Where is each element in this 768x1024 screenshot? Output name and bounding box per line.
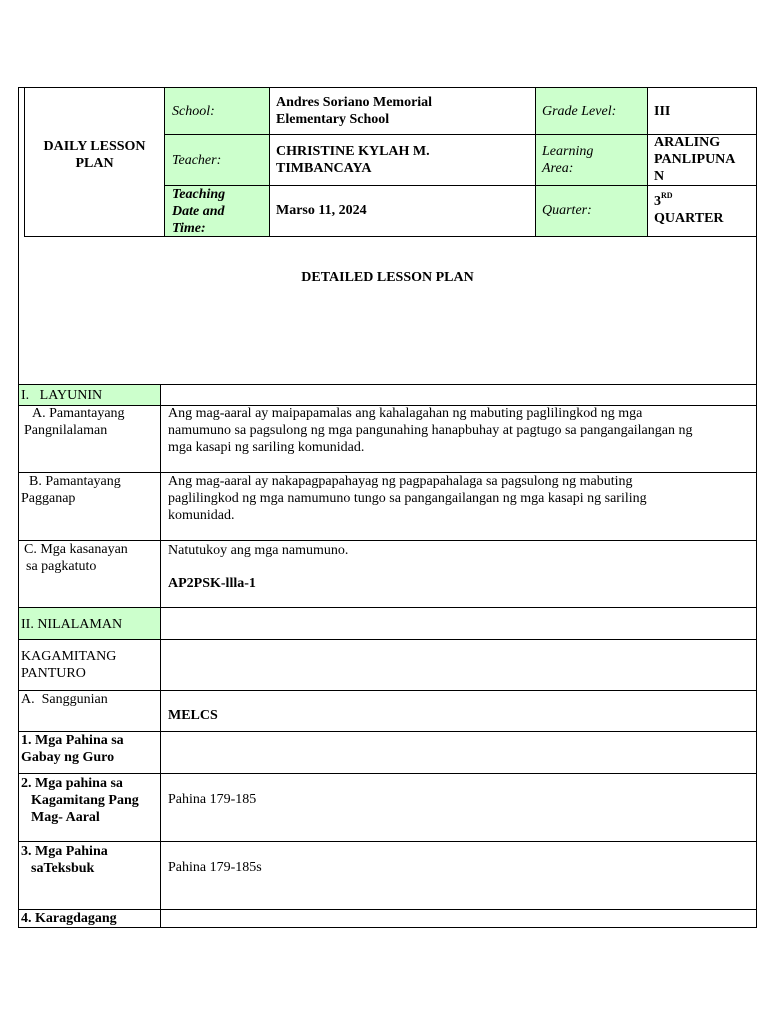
teacher-value: CHRISTINE KYLAH M. TIMBANCAYA xyxy=(276,144,430,176)
pamantayang-pangnilalaman-label: A. Pamantayang Pangnilalaman xyxy=(24,406,125,438)
teacher-label: Teacher: xyxy=(172,153,222,168)
pamantayang-pangnilalaman-text: Ang mag-aaral ay maipapamalas ang kahalagahan ng mabuting paglilingkod ng mga namumuno sa pagsulong ng mga pangunahing hanapbuhay at pagtugo sa pangangailangan ng mga kasapi ng sariling komunidad. xyxy=(168,406,693,455)
school-label: School: xyxy=(172,104,215,119)
school-value: Andres Soriano Memorial Elementary School xyxy=(276,95,433,127)
kasanayan-code: AP2PSK-llla-1 xyxy=(168,576,256,591)
kagamitang-mag-aaral-value: Pahina 179-185 xyxy=(168,792,257,807)
kasanayan-label: C. Mga kasanayan sa pagkatuto xyxy=(24,542,128,574)
date-label: Teaching Date and Time: xyxy=(172,187,226,236)
grade-value: III xyxy=(654,104,671,119)
melcs-text: MELCS xyxy=(168,708,218,723)
kasanayan-text: Natutukoy ang mga namumuno. xyxy=(168,543,349,558)
plan-title: DETAILED LESSON PLAN xyxy=(301,270,474,285)
sanggunian-label: A. Sanggunian xyxy=(21,692,108,707)
pamantayang-pagganap-label: B. Pamantayang Pagganap xyxy=(21,474,121,506)
quarter-value: 3RD QUARTER xyxy=(654,191,724,226)
area-value: ARALING PANLIPUNA N xyxy=(654,135,736,184)
gabay-guro-label: 1. Mga Pahina sa Gabay ng Guro xyxy=(21,733,124,765)
teksbuk-label: 3. Mga Pahina saTeksbuk xyxy=(21,844,108,876)
kagamitang-mag-aaral-label: 2. Mga pahina sa Kagamitang Pang Mag- Aaral xyxy=(21,776,139,825)
date-value: Marso 11, 2024 xyxy=(276,203,367,218)
kagamitang-panturo-label: KAGAMITANG PANTURO xyxy=(21,649,117,681)
karagdagang-label: 4. Karagdagang xyxy=(21,911,117,926)
area-label: Learning Area: xyxy=(542,144,594,176)
pamantayang-pagganap-text: Ang mag-aaral ay nakapagpapahayag ng pagpapahalaga sa pagsulong ng mabuting paglilingkod ng mga namumuno tungo sa pangangailangan ng mga kasapi ng sariling komunidad. xyxy=(168,474,647,523)
teksbuk-value: Pahina 179-185s xyxy=(168,860,262,875)
quarter-label: Quarter: xyxy=(542,203,592,218)
layunin-heading: I. LAYUNIN xyxy=(21,388,103,403)
nilalaman-heading: II. NILALAMAN xyxy=(21,617,123,632)
dlp-title: DAILY LESSON PLAN xyxy=(43,139,146,171)
grade-label: Grade Level: xyxy=(542,104,617,119)
